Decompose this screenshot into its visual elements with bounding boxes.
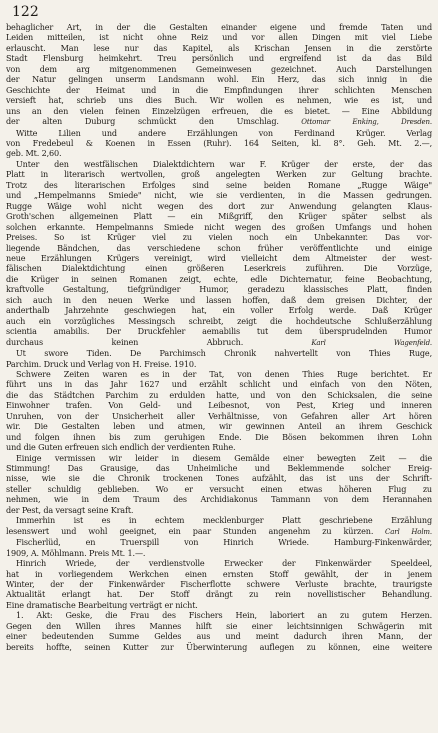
text-line xyxy=(6,243,432,253)
text-line xyxy=(6,642,432,652)
text-line xyxy=(6,148,432,158)
text-line xyxy=(6,442,432,452)
line-text: Parchim. Druck und Verlag von H. Freise. 1910. xyxy=(6,358,197,369)
line-text: der Natur gelingen unserm Landsmann wohl. Ein Herz, das sich innig in die xyxy=(6,74,432,85)
line-text: Winter, der der Finkenwärder Fischerflotte schwere Verluste brachte, traurigste xyxy=(6,579,432,590)
text-line xyxy=(6,106,432,116)
reviewer-signature: Ottomar Enking, Dresden. xyxy=(278,118,432,127)
line-text: Platt in literarisch wertvollen, groß angelegten Werken zur Geltung brachte. xyxy=(6,169,432,180)
line-text: erlauscht. Man lese nur das Kapitel, als Krischan Jensen in die zerstörte xyxy=(6,42,432,53)
line-text: lesenswert und wohl geeignet, ein paar Stunden angenehm zu kürzen. xyxy=(6,525,374,536)
text-line xyxy=(6,537,432,547)
text-line xyxy=(6,222,432,232)
line-text: die das Städtchen Parchim zu erdulden hatte, und von den Schicksalen, die seine xyxy=(6,389,432,400)
text-line xyxy=(6,295,432,305)
line-text: von dem arg mitgenommenen Gemeinwesen gezeichnet. Auch Darstellungen xyxy=(6,63,432,74)
text-line xyxy=(6,400,432,410)
text-line xyxy=(6,411,432,421)
text-line xyxy=(6,348,432,358)
text-line xyxy=(6,569,432,579)
line-text: bereits hoffte, seinen Kutter zur Überwinterung auflegen zu können, eine weitere xyxy=(6,641,432,652)
text-line xyxy=(6,85,432,95)
text-line xyxy=(6,95,432,105)
line-text: neue Erzählungen Krügers vereinigt, wird vielleicht dem Altmeister der west- xyxy=(6,252,432,263)
text-line xyxy=(6,548,432,558)
line-text: Aktualität erlangt hat. Der Stoff drängt zu rein novellistischer Behandlung. xyxy=(6,589,432,600)
line-text: sich auch in den neuen Werke und lassen hoffen, daß dem greisen Dichter, der xyxy=(6,294,432,305)
line-text: Gegen den Willen ihres Mannes hilft sie einer leichtsinnigen Schwägerin mit xyxy=(6,620,432,631)
line-text: durchaus keinen Abbruch. xyxy=(6,336,244,347)
text-line xyxy=(6,453,432,463)
line-text: und folgen ihnen bis zum geruhigen Ende. Die Bösen bekommen ihren Lohn xyxy=(6,431,432,442)
line-text: Stadt Flensburg heimkehrt. Treu persönlich und ergreifend ist da das Bild xyxy=(6,53,432,64)
text-line xyxy=(6,116,432,127)
text-line xyxy=(6,284,432,294)
text-line xyxy=(6,326,432,336)
line-text: wir. Die Gestalten leben und atmen, wir gewinnen Anteil an ihrem Geschick xyxy=(6,421,432,432)
line-text: und „Hempelmanns Smiede" nicht, wie sie verdienten, in die Massen gedrungen. xyxy=(6,190,432,201)
text-line xyxy=(6,589,432,599)
line-text: nisse, wie sie die Chronik trockenen Tones aufzählt, das ist uns der Schrift- xyxy=(6,473,432,484)
line-text: solchen erkannte. Hempelmanns Smiede nicht wegen des großen Umfangs und hohen xyxy=(6,221,432,232)
text-line xyxy=(6,274,432,284)
text-line xyxy=(6,201,432,211)
line-text: Trotz des literarischen Erfolges sind seine beiden Romane „Rugge Wäige" xyxy=(6,179,432,190)
text-line xyxy=(6,253,432,263)
line-text: Witte Lilien und andere Erzählungen von Ferdinand Krüger. Verlag xyxy=(16,127,432,138)
line-text: Einige vermissen wir leider in diesem Gemälde einer bewegten Zeit — die xyxy=(16,452,432,463)
text-line xyxy=(6,473,432,483)
text-line xyxy=(6,337,432,348)
line-text: Immerhin ist es in echtem mecklenburger Platt geschriebene Erzählung xyxy=(16,515,432,526)
text-line xyxy=(6,600,432,610)
line-text: führt uns in das Jahr 1627 und erzählt schlicht und einfach von den Nöten, xyxy=(6,379,432,390)
text-line xyxy=(6,180,432,190)
line-text: von Fredebeul & Koenen in Essen (Ruhr). 164 Seiten, kl. 8°. Geh. Mt. 2.—, xyxy=(6,137,432,148)
line-text: Einwohner trafen. Von Geld- und Leibesnot, von Pest, Krieg und inneren xyxy=(6,400,432,411)
text-line xyxy=(6,43,432,53)
text-line xyxy=(6,463,432,473)
line-text: Unter den westfälischen Dialektdichtern war F. Krüger der erste, der das xyxy=(16,158,432,169)
text-line xyxy=(6,64,432,74)
text-line xyxy=(6,169,432,179)
line-text: der Pest, da versagt seine Kraft. xyxy=(6,504,134,515)
line-text: Eine dramatische Bearbeitung verträgt er nicht. xyxy=(6,599,198,610)
text-line xyxy=(6,211,432,221)
line-text: steller schuldig geblieben. Wo er versucht einen etwas höheren Flug zu xyxy=(6,483,432,494)
text-line xyxy=(6,515,432,525)
line-text: der alten Duburg schmückt den Umschlag. xyxy=(6,116,279,127)
line-text: Rugge Wäige wohl nicht wegen des dort zur Anwendung gelangten Klaus- xyxy=(6,200,432,211)
line-text: anderthalb Jahrzehnte geschwiegen hat, ein voller Erfolg werde. Daß Krüger xyxy=(6,305,432,316)
page-number: 122 xyxy=(12,4,39,20)
text-line xyxy=(6,494,432,504)
line-text: Fischerlüd, en Truerspill von Hinrich Wriede. Hamburg-Finkenwärder, xyxy=(16,537,432,548)
text-line xyxy=(6,138,432,148)
text-line xyxy=(6,484,432,494)
line-text: Stimmung! Das Grausige, das Unheimliche und Beklemmende solcher Ereig- xyxy=(6,463,432,474)
text-line xyxy=(6,505,432,515)
text-line xyxy=(6,432,432,442)
line-text: Ut swore Tiden. De Parchimsch Chronik nahvertellt von Thies Ruge, xyxy=(16,348,432,359)
text-line xyxy=(6,232,432,242)
line-text: behaglicher Art, in der die Gestalten einander eigene und fremde Taten und xyxy=(6,22,432,32)
text-line xyxy=(6,32,432,42)
text-line xyxy=(6,359,432,369)
line-text: Groth'schen allgemeinen Platt — ein Mißgriff, den Krüger später selbst als xyxy=(6,211,432,222)
text-line xyxy=(6,74,432,84)
line-text: Schwere Zeiten waren es in der Tat, von denen Thies Ruge berichtet. Er xyxy=(16,368,432,379)
text-line xyxy=(6,316,432,326)
line-text: einer bedeutenden Summe Geldes aus und meint dadurch ihren Mann, der xyxy=(6,631,432,642)
line-text: geb. Mt. 2,60. xyxy=(6,148,62,159)
line-text: die Krüger in seinen Romanen zeigt, echte, edle Dichternatur, feine Beobachtung, xyxy=(6,273,432,284)
text-line xyxy=(6,390,432,400)
reviewer-signature: Karl Wagenfeld. xyxy=(243,338,432,347)
text-line xyxy=(6,53,432,63)
line-text: scientia amabilis. Der Druckfehler aemabilis tut dem übersprudelnden Humor xyxy=(6,326,432,337)
text-line xyxy=(6,128,432,138)
line-text: und die Guten erfreuen sich endlich der verdienten Ruhe. xyxy=(6,442,236,453)
text-line xyxy=(6,305,432,315)
text-line xyxy=(6,631,432,641)
line-text: nehmen, wie in dem Traum des Archidiakonus Tammann von dem Herannahen xyxy=(6,494,432,505)
line-text: Preises. So ist Krüger viel zu vielen noch ein Unbekannter. Das vor- xyxy=(6,232,432,243)
text-line xyxy=(6,579,432,589)
line-text: uns an den vielen feinen Einzelzügen erfreuen, die es bietet. — Eine Abbildung xyxy=(6,105,432,116)
text-line xyxy=(6,610,432,620)
text-line xyxy=(6,621,432,631)
line-text: Unruhen, von der Unsicherheit aller Verhältnisse, von Gefahren aller Art hören xyxy=(6,410,432,421)
reviewer-signature: Carl Holm. xyxy=(373,527,432,536)
line-text: hat in vorliegendem Werkchen einen ernsten Stoff gewählt, der in jenem xyxy=(6,568,432,579)
text-line xyxy=(6,22,432,32)
line-text: Hinrich Wriede, der verdienstvolle Erwecker der Finkenwärder Speeldeel, xyxy=(16,558,432,569)
line-text: fälischen Dialektdichtung einen größeren Leserkreis zuführen. Die Vorzüge, xyxy=(6,263,432,274)
line-text: auch ein vorzügliches Messingsch schreibt, zeigt die hochdeutsche Schlußerzählung xyxy=(6,315,432,326)
line-text: 1. Akt: Geske, die Frau des Fischers Hein, laboriert an zu gutem Herzen. xyxy=(16,610,432,621)
line-text: Leiden mitteilen, ist nicht ohne Reiz und vor allen Dingen mit viel Liebe xyxy=(6,32,432,43)
text-line xyxy=(6,159,432,169)
text-line xyxy=(6,421,432,431)
text-line xyxy=(6,526,432,537)
line-text: versieft hat, schrieb uns dies Buch. Wir wollen es nehmen, wie es ist, und xyxy=(6,95,432,106)
line-text: liegende Bändchen, das verschiedene schon früher veröffentlichte und einige xyxy=(6,242,432,253)
line-text: 1909, A. Möhlmann. Preis Mt. 1.—. xyxy=(6,547,146,558)
text-line xyxy=(6,558,432,568)
line-text: Geschichte der Heimat und in die Empfindungen ihrer schlichten Menschen xyxy=(6,84,432,95)
text-line xyxy=(6,263,432,273)
text-column xyxy=(6,22,432,731)
line-text: kraftvolle Gestaltung, tiefgründiger Humor, geradezu klassisches Platt, finden xyxy=(6,284,432,295)
text-line xyxy=(6,369,432,379)
text-line xyxy=(6,379,432,389)
text-line xyxy=(6,190,432,200)
